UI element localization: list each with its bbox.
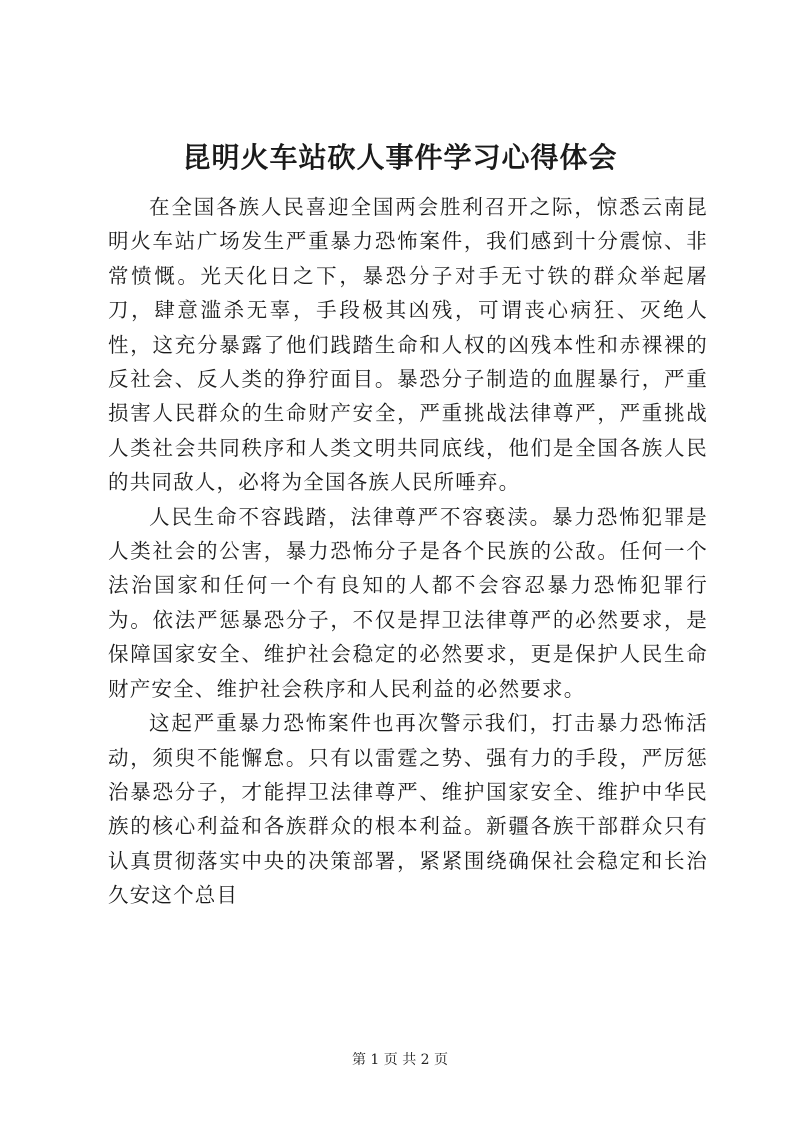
paragraph-3: 这起严重暴力恐怖案件也再次警示我们，打击暴力恐怖活动，须臾不能懈怠。只有以雷霆之势、强有力的手段，严厉惩治暴恐分子，才能捍卫法律尊严、维护国家安全、维护中华民族的核心利益和各族群众的根本利益。新疆各族干部群众只有认真贯彻落实中央的决策部署，紧紧围绕确保社会稳定和长治久安这个总目 bbox=[108, 711, 708, 908]
paragraph-1: 在全国各族人民喜迎全国两会胜利召开之际，惊悉云南昆明火车站广场发生严重暴力恐怖案件，我们感到十分震惊、非常愤慨。光天化日之下，暴恐分子对手无寸铁的群众举起屠刀，肆意滥杀无辜，手段极其凶残，可谓丧心病狂、灭绝人性，这充分暴露了他们践踏生命和人权的凶残本性和赤裸裸的反社会、反人类的狰狞面目。暴恐分子制造的血腥暴行，严重损害人民群众的生命财产安全，严重挑战法律尊严，严重挑战人类社会共同秩序和人类文明共同底线，他们是全国各族人民的共同敌人，必将为全国各族人民所唾弃。 bbox=[108, 195, 708, 495]
page-number-footer: 第 1 页 共 2 页 bbox=[351, 1052, 449, 1068]
document-title: 昆明火车站砍人事件学习心得体会 bbox=[182, 141, 618, 174]
document-body bbox=[108, 190, 708, 913]
paragraph-2: 人民生命不容践踏，法律尊严不容亵渎。暴力恐怖犯罪是人类社会的公害，暴力恐怖分子是各个民族的公敌。任何一个法治国家和任何一个有良知的人都不会容忍暴力恐怖犯罪行为。依法严惩暴恐分子，不仅是捍卫法律尊严的必然要求，是保障国家安全、维护社会稳定的必然要求，更是保护人民生命财产安全、维护社会秩序和人民利益的必然要求。 bbox=[108, 504, 708, 701]
